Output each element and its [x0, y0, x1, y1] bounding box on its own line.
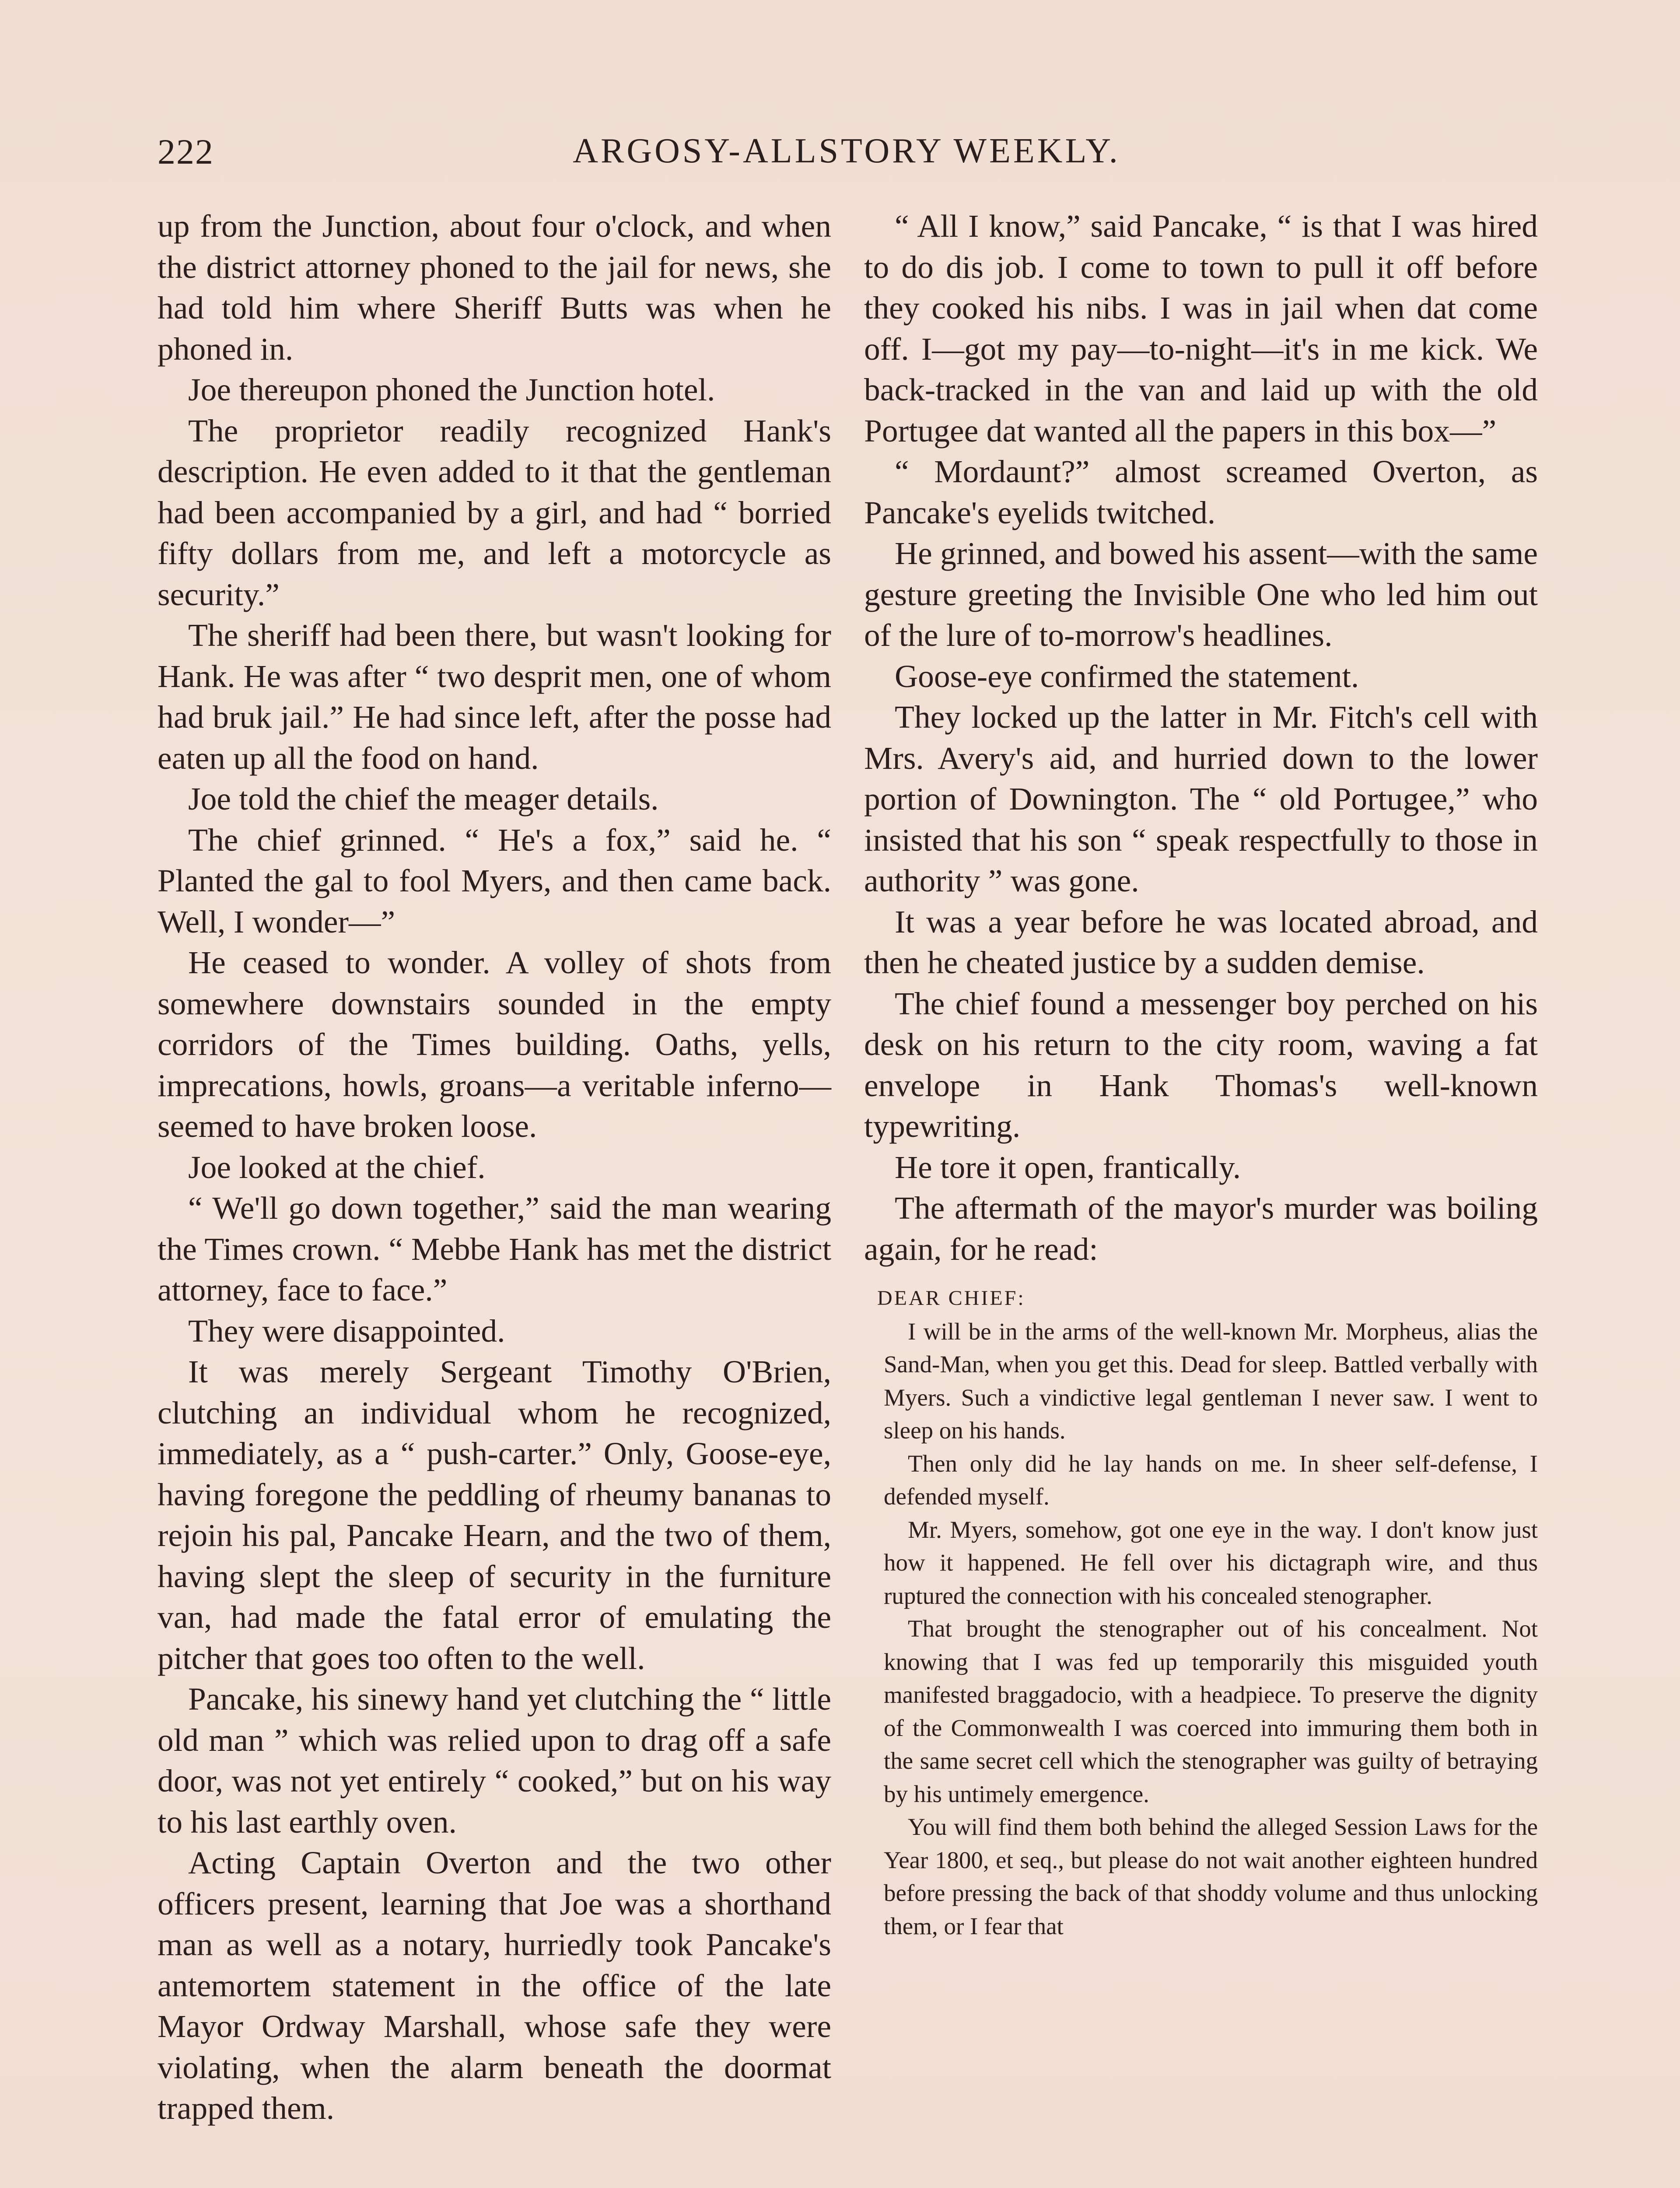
paragraph: Joe looked at the chief.	[188, 1149, 486, 1185]
page-number: 222	[158, 132, 214, 172]
paragraph: It was merely Sergeant Timothy O'Brien, clutching an individual whom he recognized, immediately, as a “ push-carter.” Only, Goose-eye, having foregone the peddling of rheumy bananas to rejoin his pal, Pancake Hearn, and the two of them, having slept the sleep of security in the furniture van, had made the fatal error of emulating the pitcher that goes too often to the well.	[158, 1354, 831, 1676]
letter-paragraph: I will be in the arms of the well-known Mr. Morpheus, alias the Sand-Man, when you get this. Dead for sleep. Battled verbally with Myers. Such a vindictive legal gentleman I never saw. I went to sleep on his hands.	[884, 1318, 1538, 1444]
paragraph: The aftermath of the mayor's murder was boiling again, for he read:	[864, 1190, 1538, 1267]
letter-paragraph: Mr. Myers, somehow, got one eye in the way. I don't know just how it happened. He fell over his dictagraph wire, and thus ruptured the connection with his concealed stenographer.	[884, 1516, 1538, 1609]
right-column	[864, 206, 1538, 1943]
letter-paragraph: That brought the stenographer out of his concealment. Not knowing that I was fed up temporarily this misguided youth manifested braggadocio, with a headpiece. To preserve the dignity of the Commonwealth I was coerced into immuring them both in the same secret cell which the stenographer was guilty of betraying by his untimely emergence.	[884, 1615, 1538, 1807]
paragraph: They were disappointed.	[188, 1313, 505, 1349]
paragraph: The sheriff had been there, but wasn't looking for Hank. He was after “ two desprit men, one of whom had bruk jail.” He had since left, after the posse had eaten up all the food on hand.	[158, 617, 831, 776]
paragraph: The proprietor readily recognized Hank's description. He even added to it that the gentleman had been accompanied by a girl, and had “ borried fifty dollars from me, and left a motorcycle as security.”	[158, 413, 831, 612]
paragraph: “ Mordaunt?” almost screamed Overton, as Pancake's eyelids twitched.	[864, 454, 1538, 530]
paragraph: “ All I know,” said Pancake, “ is that I was hired to do dis job. I come to town to pull it off before they cooked his nibs. I was in jail when dat come off. I—got my pay—to-night—it's in me kick. We back-tracked in the van and laid up with the old Portugee dat wanted all the papers in this box—”	[864, 208, 1538, 449]
paragraph: Acting Captain Overton and the two other officers present, learning that Joe was a shorthand man as well as a notary, hurriedly took Pancake's antemortem statement in the office of the late Mayor Ordway Marshall, whose safe they were violating, when the alarm beneath the doormat trapped them.	[158, 1845, 831, 2126]
paragraph: Goose-eye confirmed the statement.	[895, 658, 1359, 694]
paragraph: up from the Junction, about four o'clock, and when the district attorney phoned to the jail for news, she had told him where Sheriff Butts was when he phoned in.	[158, 208, 831, 367]
letter-salutation: DEAR CHIEF:	[877, 1287, 1026, 1310]
paragraph: The chief found a messenger boy perched on his desk on his return to the city room, waving a fat envelope in Hank Thomas's well-known typewriting.	[864, 985, 1538, 1144]
left-column	[158, 206, 831, 2129]
paragraph: He tore it open, frantically.	[895, 1149, 1241, 1185]
paragraph: The chief grinned. “ He's a fox,” said he. “ Planted the gal to fool Myers, and then came back. Well, I wonder—”	[158, 822, 831, 940]
paragraph: They locked up the latter in Mr. Fitch's cell with Mrs. Avery's aid, and hurried down to the lower portion of Downington. The “ old Portugee,” who insisted that his son “ speak respectfully to those in authority ” was gone.	[864, 699, 1538, 898]
paragraph: It was a year before he was located abroad, and then he cheated justice by a sudden demise.	[864, 904, 1538, 980]
paragraph: Joe told the chief the meager details.	[188, 781, 659, 817]
letter-paragraph: Then only did he lay hands on me. In sheer self-defense, I defended myself.	[884, 1450, 1538, 1510]
paragraph: He ceased to wonder. A volley of shots from somewhere downstairs sounded in the empty corridors of the Times building. Oaths, yells, imprecations, howls, groans—a veritable inferno—seemed to have broken loose.	[158, 945, 831, 1144]
paragraph: “ We'll go down together,” said the man wearing the Times crown. “ Mebbe Hank has met the district attorney, face to face.”	[158, 1190, 831, 1308]
page-header	[158, 131, 1536, 184]
paragraph: Joe thereupon phoned the Junction hotel.	[188, 372, 715, 407]
letter-paragraph: You will find them both behind the alleged Session Laws for the Year 1800, et seq., but please do not wait another eighteen hundred before pressing the back of that shoddy volume and thus unlocking them, or I fear that	[884, 1813, 1538, 1939]
running-title: ARGOSY-ALLSTORY WEEKLY.	[573, 132, 1120, 170]
letter-block	[864, 1282, 1538, 1943]
paragraph: Pancake, his sinewy hand yet clutching the “ little old man ” which was relied upon to drag off a safe door, was not yet entirely “ cooked,” but on his way to his last earthly oven.	[158, 1681, 831, 1840]
paragraph: He grinned, and bowed his assent—with the same gesture greeting the Invisible One who led him out of the lure of to-morrow's headlines.	[864, 536, 1538, 653]
